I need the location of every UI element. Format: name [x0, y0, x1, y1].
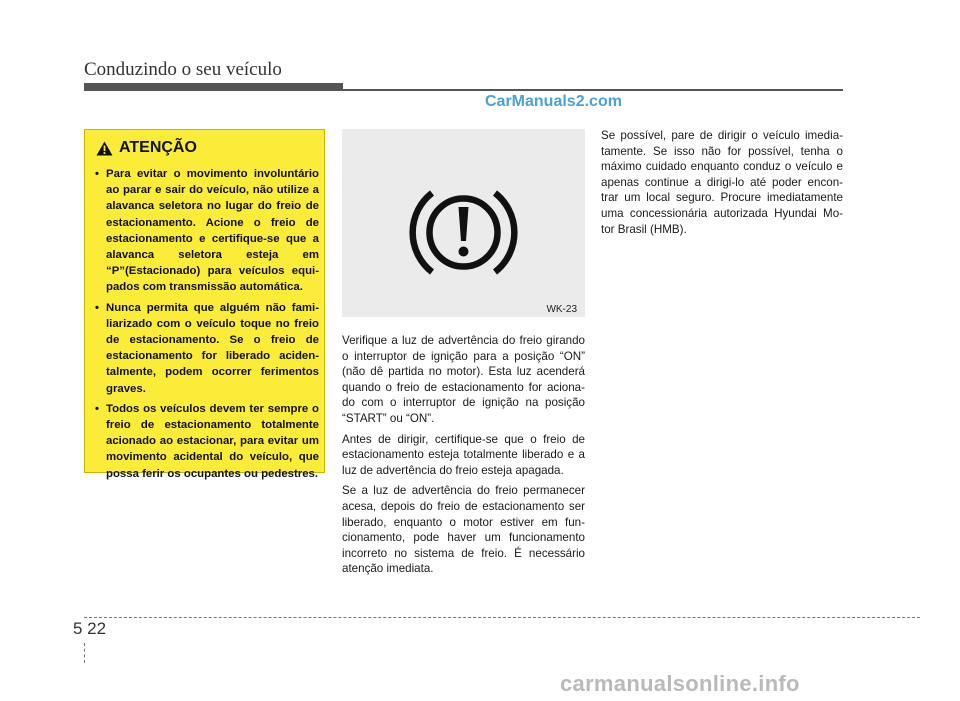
paragraph: Verifique a luz de advertência do freio girando o interruptor de ignição para a posição “ON” (não dê partida no motor). Esta luz acenderá quando o freio de estacionamento for aciona-do com o interruptor de ignição na posição “START” ou “ON”. [342, 334, 585, 425]
footer-dashed-rule [84, 617, 920, 618]
brake-warning-icon [406, 185, 521, 280]
right-column [601, 128, 843, 242]
warning-item: • Para evitar o movimento involuntário ao parar e sair do veículo, não utilize a alavanca seletora no lugar do freio de estacionamento. Acione o freio de estacionamento e certifique-se que a alavanca seletora esteja em “P”(Estacionado) para veículos equi-pados com transmissão automática. [94, 166, 319, 296]
header-rule-thin [343, 89, 843, 91]
paragraph: Se a luz de advertência do freio permanecer acesa, depois do freio de estacionamento ser liberado, enquanto o motor estiver em fun-cionamento, pode haver um funcionamento incorreto no sistema de freio. É necessário atenção imediata. [342, 484, 585, 576]
brake-warning-figure [342, 129, 585, 317]
middle-column [342, 333, 585, 582]
header-rule-thick [84, 83, 343, 91]
footer-vertical-rule [84, 643, 85, 663]
warning-box [84, 129, 325, 480]
warning-item: • Nunca permita que alguém não fami-liarizado com o veículo toque no freio de estacionamento. Se o freio de estacionamento for liberado aciden-talmente, podem ocorrer ferimentos graves. [94, 300, 319, 397]
paragraph: Antes de dirigir, certifique-se que o freio de estacionamento esteja totalmente liberado e a luz de advertência do freio esteja apagada. [342, 432, 585, 477]
watermark-carmanuals2[interactable]: CarManuals2.com [485, 93, 622, 110]
warning-heading-label: ATENÇÃO [119, 139, 197, 156]
figure-code: WK-23 [546, 304, 577, 315]
warning-item: • Todos os veículos devem ter sempre o freio de estacionamento totalmente acionado ao estacionar, para evitar um movimento acidental do veículo, que possa ferir os ocupantes ou pedestres. [94, 401, 319, 482]
watermark-carmanualsonline[interactable]: carmanualsonline.info [560, 671, 800, 696]
page-header-title: Conduzindo o seu veículo [84, 59, 282, 80]
page-number: 5 22 [73, 619, 107, 638]
paragraph: Se possível, pare de dirigir o veículo imedia-tamente. Se isso não for possível, tenha o máximo cuidado enquanto conduz o veículo e apenas continue a dirigi-lo até poder encon-trar um local seguro. Procure imediatamente uma concessionária autorizada Hyundai Mo-tor Brasil (HMB). [601, 129, 843, 236]
warning-list [94, 166, 319, 486]
warning-triangle-icon [96, 141, 113, 156]
warning-heading [96, 139, 197, 157]
